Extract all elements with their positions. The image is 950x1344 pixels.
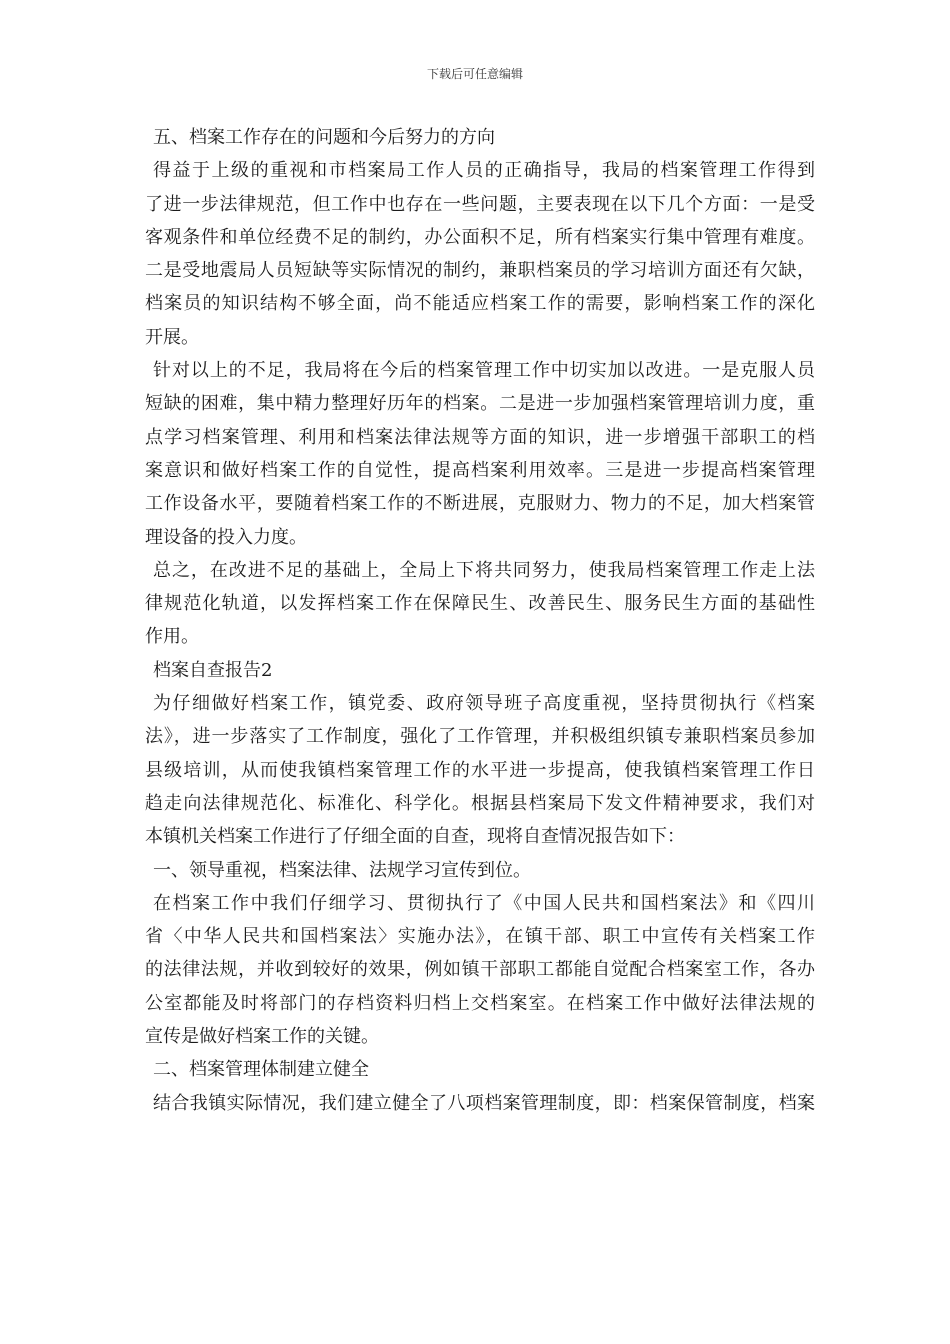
section-heading: 档案自查报告2 — [153, 659, 273, 681]
paragraph-line: 针对以上的不足，我局将在今后的档案管理工作中切实加以改进。一是克服人员 — [153, 360, 815, 382]
paragraph-line: 为仔细做好档案工作，镇党委、政府领导班子高度重视，坚持贯彻执行《档案 — [153, 693, 815, 715]
paragraph-line: 的法律法规，并收到较好的效果，例如镇干部职工都能自觉配合档案室工作，各办 — [145, 959, 815, 981]
section-heading: 二、档案管理体制建立健全 — [153, 1059, 369, 1081]
paragraph-line: 了进一步法律规范，但工作中也存在一些问题，主要表现在以下几个方面：一是受 — [145, 193, 815, 215]
paragraph-line: 本镇机关档案工作进行了仔细全面的自查，现将自查情况报告如下： — [145, 826, 685, 848]
paragraph-line: 律规范化轨道，以发挥档案工作在保障民生、改善民生、服务民生方面的基础性 — [145, 593, 815, 615]
paragraph-line: 案意识和做好档案工作的自觉性，提高档案利用效率。三是进一步提高档案管理 — [145, 459, 815, 481]
paragraph-line: 开展。 — [145, 326, 199, 348]
paragraph-line: 得益于上级的重视和市档案局工作人员的正确指导，我局的档案管理工作得到 — [153, 160, 815, 182]
document-body — [145, 121, 815, 1120]
paragraph-line: 结合我镇实际情况，我们建立健全了八项档案管理制度，即：档案保管制度，档案 — [153, 1092, 815, 1114]
paragraph-line: 短缺的困难，集中精力整理好历年的档案。二是进一步加强档案管理培训力度，重 — [145, 393, 815, 415]
paragraph-line: 理设备的投入力度。 — [145, 526, 307, 548]
paragraph-line: 档案员的知识结构不够全面，尚不能适应档案工作的需要，影响档案工作的深化 — [145, 293, 815, 315]
paragraph-line: 在档案工作中我们仔细学习、贯彻执行了《中国人民共和国档案法》和《四川 — [153, 892, 815, 914]
paragraph-line: 总之，在改进不足的基础上，全局上下将共同努力，使我局档案管理工作走上法 — [153, 559, 815, 581]
paragraph-line: 县级培训，从而使我镇档案管理工作的水平进一步提高，使我镇档案管理工作日 — [145, 759, 815, 781]
paragraph-line: 公室都能及时将部门的存档资料归档上交档案室。在档案工作中做好法律法规的 — [145, 992, 815, 1014]
paragraph-line: 工作设备水平，要随着档案工作的不断进展，克服财力、物力的不足，加大档案管 — [145, 493, 815, 515]
paragraph-line: 趋走向法律规范化、标准化、科学化。根据县档案局下发文件精神要求，我们对 — [145, 792, 815, 814]
paragraph-line: 作用。 — [145, 626, 199, 648]
paragraph-line: 省〈中华人民共和国档案法〉实施办法》，在镇干部、职工中宣传有关档案工作 — [145, 926, 815, 948]
page-header-note: 下载后可任意编辑 — [426, 67, 523, 81]
paragraph-line: 法》，进一步落实了工作制度，强化了工作管理，并积极组织镇专兼职档案员参加 — [145, 726, 815, 748]
paragraph-line: 客观条件和单位经费不足的制约，办公面积不足，所有档案实行集中管理有难度。 — [145, 226, 815, 248]
paragraph-line: 宣传是做好档案工作的关键。 — [145, 1026, 379, 1048]
paragraph-line: 点学习档案管理、利用和档案法律法规等方面的知识，进一步增强干部职工的档 — [145, 426, 815, 448]
section-heading: 一、领导重视，档案法律、法规学习宣传到位。 — [153, 859, 531, 881]
section-heading: 五、档案工作存在的问题和今后努力的方向 — [153, 127, 495, 148]
paragraph-line: 二是受地震局人员短缺等实际情况的制约，兼职档案员的学习培训方面还有欠缺， — [145, 260, 815, 282]
